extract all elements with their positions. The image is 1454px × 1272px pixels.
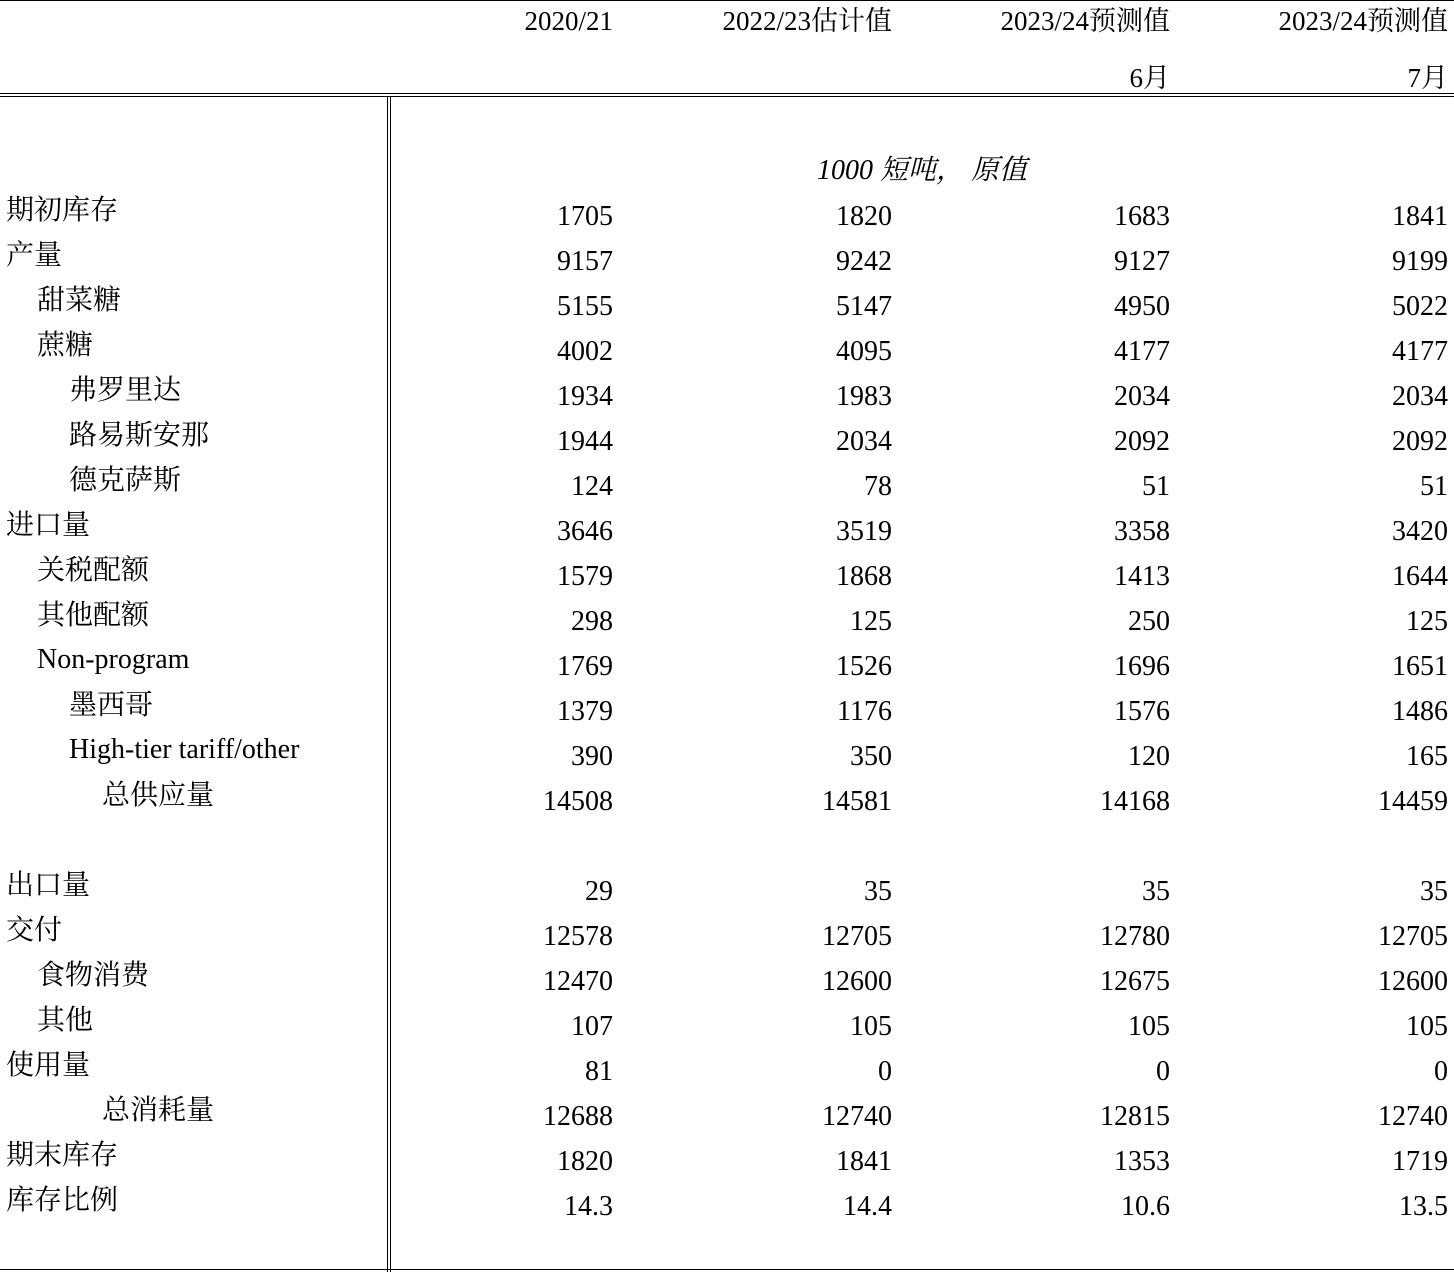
row-value: 2092 [1392,426,1448,457]
row-value: 105 [1406,1011,1448,1042]
row-label: 关税配额 [37,553,150,586]
table-row [0,238,1454,290]
row-value: 3358 [1114,516,1170,547]
row-value: 1719 [1392,1146,1448,1177]
row-value: 51 [1420,471,1448,502]
row-value: 12578 [543,921,613,952]
row-value: 298 [571,606,613,637]
row-value: 51 [1142,471,1170,502]
unit-label: 1000 短吨， 原值 [816,155,1027,186]
row-value: 29 [585,876,613,907]
row-value: 250 [1128,606,1170,637]
column-header-2023-24-july: 2023/24预测值 [1278,6,1448,36]
row-value: 9199 [1392,246,1448,277]
row-value: 14168 [1100,786,1170,817]
row-label: 期末库存 [6,1138,119,1171]
row-value: 14.3 [564,1191,613,1222]
row-value: 1841 [836,1146,892,1177]
table-row [0,193,1454,245]
row-value: 350 [850,741,892,772]
row-value: 1651 [1392,651,1448,682]
row-value: 3420 [1392,516,1448,547]
row-label: 库存比例 [6,1183,119,1216]
row-label: 进口量 [6,508,91,541]
row-label: 食物消费 [37,958,150,991]
row-value: 13.5 [1399,1191,1448,1222]
row-value: 1696 [1114,651,1170,682]
row-value: 12675 [1100,966,1170,997]
row-label: 墨西哥 [69,688,154,721]
row-value: 1769 [557,651,613,682]
table-row [0,463,1454,515]
row-label: 弗罗里达 [69,373,182,406]
table-row [0,598,1454,650]
table-row [0,868,1454,920]
row-value: 2034 [1392,381,1448,412]
table-row [0,553,1454,605]
row-value: 105 [850,1011,892,1042]
row-label: 总供应量 [102,778,215,811]
row-value: 1413 [1114,561,1170,592]
row-value: 9127 [1114,246,1170,277]
row-value: 107 [571,1011,613,1042]
row-value: 1526 [836,651,892,682]
row-value: 390 [571,741,613,772]
row-value: 1820 [557,1146,613,1177]
row-label: 产量 [6,238,63,271]
table-row [0,958,1454,1010]
header-rule-upper [0,93,1454,94]
row-value: 1176 [837,696,892,727]
row-value: 9157 [557,246,613,277]
row-label: 使用量 [6,1048,91,1081]
row-label: 蔗糖 [37,328,94,361]
row-label: 路易斯安那 [69,418,210,451]
table-row [0,418,1454,470]
row-value: 12470 [543,966,613,997]
row-value: 14581 [822,786,892,817]
row-value: 120 [1128,741,1170,772]
row-value: 125 [850,606,892,637]
table-row [0,734,1454,785]
row-value: 12600 [822,966,892,997]
table-row [0,373,1454,425]
table-row [0,1003,1454,1055]
header-rule-lower [0,96,1454,97]
row-value: 4002 [557,336,613,367]
table-row [0,508,1454,560]
row-value: 125 [1406,606,1448,637]
row-value: 4095 [836,336,892,367]
row-value: 81 [585,1056,613,1087]
row-value: 3519 [836,516,892,547]
row-value: 5147 [836,291,892,322]
row-value: 12705 [1378,921,1448,952]
row-value: 1379 [557,696,613,727]
row-value: 12815 [1100,1101,1170,1132]
row-value: 12688 [543,1101,613,1132]
row-label: Non-program [37,644,190,675]
row-label: High-tier tariff/other [69,734,300,765]
row-label: 期初库存 [6,193,119,226]
row-label: 总消耗量 [102,1093,215,1126]
row-value: 5155 [557,291,613,322]
row-value: 1944 [557,426,613,457]
row-value: 4950 [1114,291,1170,322]
row-value: 1644 [1392,561,1448,592]
row-value: 12600 [1378,966,1448,997]
row-value: 12740 [822,1101,892,1132]
row-value: 1486 [1392,696,1448,727]
row-value: 1841 [1392,201,1448,232]
row-value: 0 [1156,1056,1170,1087]
row-value: 1983 [836,381,892,412]
row-label: 德克萨斯 [69,463,182,496]
column-header-2023-24-june: 2023/24预测值 [1000,6,1170,36]
row-label: 交付 [6,913,63,946]
column-header-2023-24-july-month: 7月 [1407,63,1448,93]
row-value: 10.6 [1121,1191,1170,1222]
row-value: 1868 [836,561,892,592]
row-value: 1353 [1114,1146,1170,1177]
row-value: 1820 [836,201,892,232]
row-value: 14508 [543,786,613,817]
row-value: 105 [1128,1011,1170,1042]
table-row [0,778,1454,830]
row-value: 124 [571,471,613,502]
row-value: 2034 [1114,381,1170,412]
row-value: 14.4 [843,1191,892,1222]
row-value: 35 [1420,876,1448,907]
row-label: 其他配额 [37,598,150,631]
row-value: 3646 [557,516,613,547]
row-value: 1705 [557,201,613,232]
row-value: 165 [1406,741,1448,772]
row-value: 0 [1434,1056,1448,1087]
row-value: 9242 [836,246,892,277]
table-row [0,328,1454,380]
row-value: 0 [878,1056,892,1087]
row-value: 1934 [557,381,613,412]
row-value: 35 [864,876,892,907]
row-label: 出口量 [6,868,91,901]
table-row [0,1138,1454,1190]
row-value: 14459 [1378,786,1448,817]
row-value: 78 [864,471,892,502]
row-label: 甜菜糖 [37,283,122,316]
top-rule [0,0,1454,1]
row-value: 12780 [1100,921,1170,952]
row-value: 2034 [836,426,892,457]
table-row [0,1048,1454,1100]
row-value: 12705 [822,921,892,952]
row-value: 1576 [1114,696,1170,727]
table-row [0,1093,1454,1145]
column-header-2023-24-june-month: 6月 [1129,63,1170,93]
table-row [0,283,1454,335]
row-value: 2092 [1114,426,1170,457]
row-value: 4177 [1392,336,1448,367]
bottom-rule [0,1269,1454,1270]
table-row [0,1183,1454,1235]
column-header-2020-21: 2020/21 [524,6,613,36]
row-value: 12740 [1378,1101,1448,1132]
column-header-2022-23: 2022/23估计值 [722,6,892,36]
row-value: 1579 [557,561,613,592]
row-value: 5022 [1392,291,1448,322]
row-value: 1683 [1114,201,1170,232]
row-label: 其他 [37,1003,94,1036]
table-row [0,644,1454,695]
row-value: 35 [1142,876,1170,907]
row-value: 4177 [1114,336,1170,367]
table-row [0,913,1454,965]
